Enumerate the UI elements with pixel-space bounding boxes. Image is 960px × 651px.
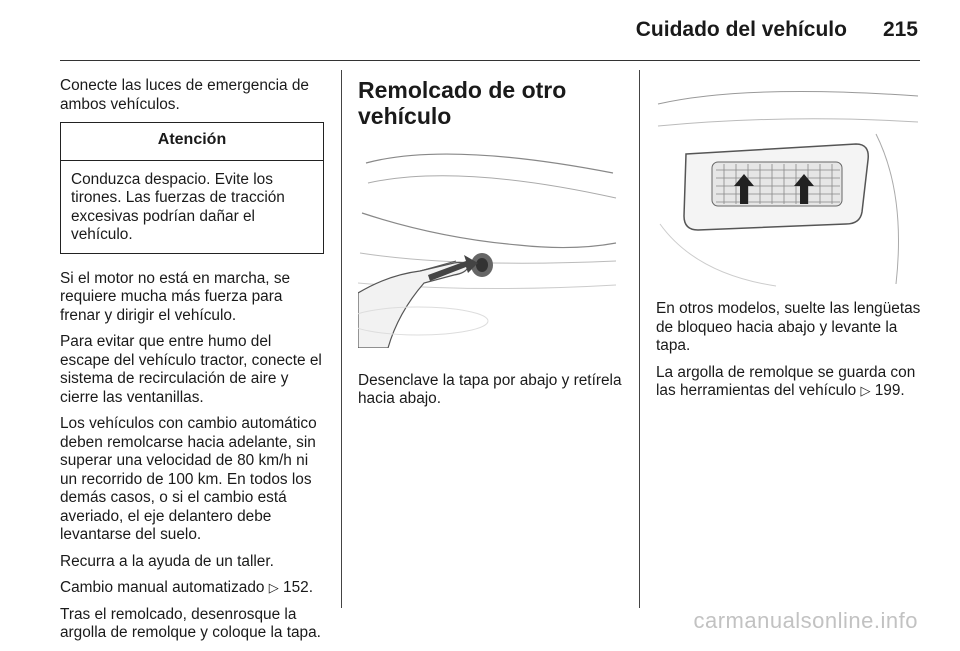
section-heading: Remolcado de otro vehículo xyxy=(358,77,567,129)
paragraph-workshop: Recurra a la ayuda de un taller. xyxy=(60,552,274,570)
attention-box xyxy=(60,122,324,254)
cross-reference[interactable] xyxy=(60,579,324,598)
paragraph-other-models: En otros modelos, suelte las lengüetas de bloqueo hacia abajo y levante la tapa. xyxy=(656,300,921,354)
paragraph-engine: Si el motor no está en marcha, se requiere mucha más fuerza para frenar y dirigir el vehículo. xyxy=(60,269,291,324)
column-2 xyxy=(358,77,622,417)
xref-page[interactable]: 199. xyxy=(874,382,905,399)
attention-text: Conduzca despacio. Evite los tirones. Las fuerzas de tracción excesivas podrían dañar el vehículo. xyxy=(71,170,285,243)
xref-text: Cambio manual automatizado xyxy=(60,579,265,596)
header-rule xyxy=(60,60,920,61)
paragraph-automatic: Los vehículos con cambio automático deben remolcarse hacia adelante, sin superar una velocidad de 80 km/h ni un recorrido de 100 km. En todos los demás casos, o si el cambio está averiado, el eje delantero debe levantarse del suelo. xyxy=(60,415,317,543)
paragraph-tow-eye-storage xyxy=(656,364,922,401)
column-3 xyxy=(656,300,922,409)
xref-arrow-icon: ▷ xyxy=(268,580,279,595)
xref-arrow-icon: ▷ xyxy=(860,383,871,398)
paragraph-after-towing: Tras el remolcado, desenrosque la argolla de remolque y coloque la tapa. xyxy=(60,605,321,641)
intro-paragraph: Conecte las luces de emergencia de ambos vehículos. xyxy=(60,77,309,113)
column-1 xyxy=(60,77,324,651)
column-divider-1 xyxy=(341,70,342,608)
tow-grille-illustration xyxy=(656,74,920,288)
tow-cover-illustration xyxy=(358,143,618,348)
watermark: carmanualsonline.info xyxy=(693,608,918,633)
caption-tow-cover: Desenclave la tapa por abajo y retírela hacia abajo. xyxy=(358,371,622,407)
xref-page: 152. xyxy=(283,579,313,596)
paragraph-exhaust: Para evitar que entre humo del escape del vehículo tractor, conecte el sistema de recirculación de aire y cierre las ventanillas. xyxy=(60,333,322,406)
section-title: Cuidado del vehículo xyxy=(635,18,847,41)
storage-text: La argolla de remolque se guarda con las herramientas del vehículo xyxy=(656,363,916,399)
page-header xyxy=(636,18,918,42)
attention-title: Atención xyxy=(61,123,323,161)
page-number: 215 xyxy=(882,18,918,41)
column-divider-2 xyxy=(639,70,640,608)
